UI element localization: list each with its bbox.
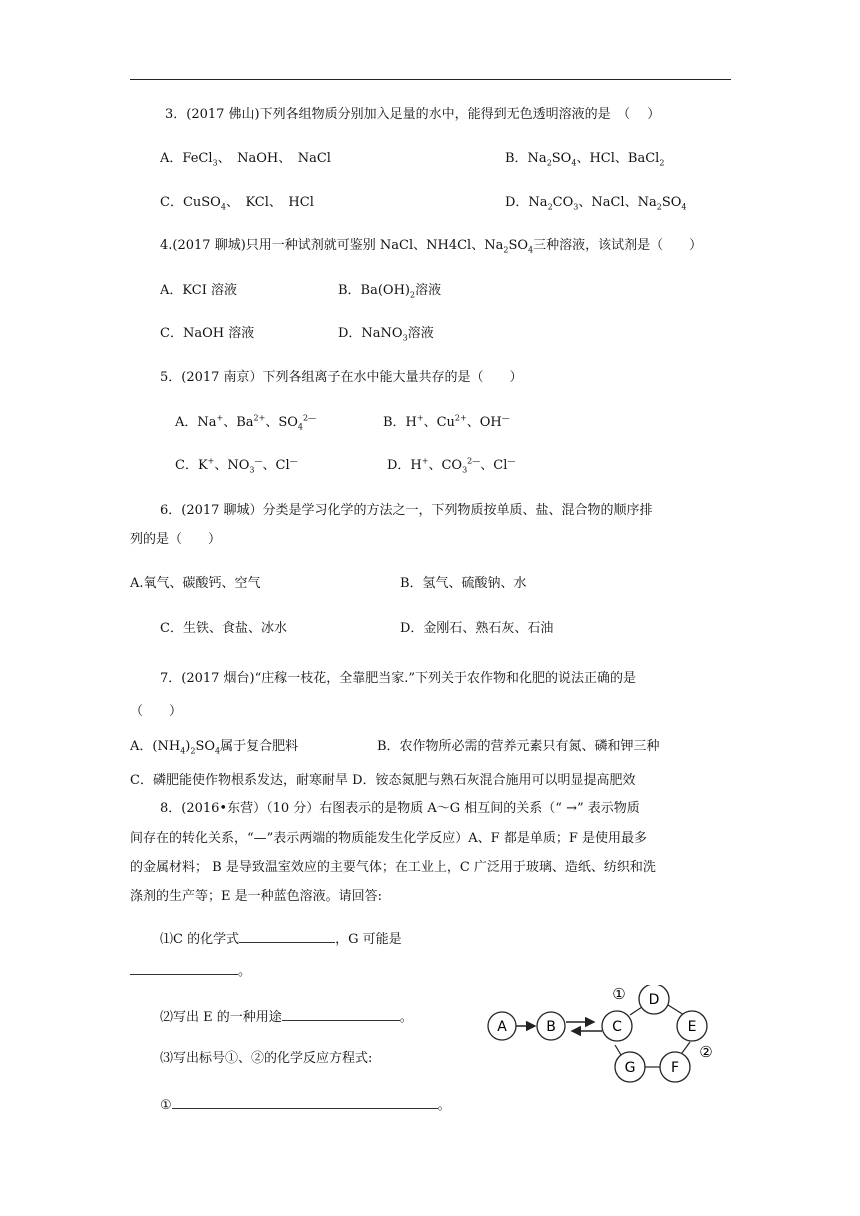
svg-text:C: C: [612, 1019, 622, 1035]
q3-option-b: B．$Na_2SO_4$、HCl、BaCl$_2$: [505, 151, 665, 168]
q4-option-d: D．NaNO$_3$溶液: [338, 326, 434, 343]
svg-text:B: B: [546, 1019, 556, 1035]
q6-option-d: D．金刚石、熟石灰、石油: [400, 621, 554, 636]
q8-part1-cont: 。: [130, 962, 251, 981]
node-g: [615, 1052, 645, 1082]
q4-option-a: A．KCI 溶液: [160, 283, 237, 298]
link-g-c: [615, 1045, 621, 1055]
answer-blank-c-formula[interactable]: [239, 930, 335, 943]
node-d: [639, 985, 669, 1014]
svg-text:G: G: [624, 1060, 636, 1076]
header-rule: [130, 79, 731, 80]
answer-blank-g[interactable]: [130, 962, 238, 975]
q5-option-a: A．Na+、$Ba^{2+}$、$SO_4^{2—}$: [175, 413, 317, 432]
q5-option-d: D．H+、$CO_3^{2—}$、Cl—: [387, 456, 516, 475]
node-b: [537, 1012, 565, 1040]
q3-option-c: C．CuSO$_4$、 KCl、 HCl: [160, 195, 314, 212]
q6-stem-line2: 列的是（ ）: [130, 532, 222, 547]
link-d-e: [668, 1005, 684, 1015]
svg-text:F: F: [670, 1060, 680, 1076]
reaction-diagram: [478, 985, 728, 1095]
q4-option-b: B．$Ba(OH)_2$溶液: [338, 283, 442, 300]
q8-stem-line3: 的金属材料； B 是导致温室效应的主要气体；在工业上，C 广泛用于玻璃、造纸、纺织和洗: [130, 860, 656, 875]
marker-1: ①: [612, 985, 626, 1003]
q3-option-a: A．FeCl$_3$、 NaOH、 NaCl: [160, 151, 331, 168]
q6-option-b: B．氢气、硫酸钠、水: [400, 576, 527, 591]
q8-part1: ⑴C 的化学式 ，G 可能是: [160, 932, 402, 947]
q3-stem: 3．(2017 佛山)下列各组物质分别加入足量的水中，能得到无色透明溶液的是 （ ）: [165, 107, 661, 122]
q5-option-c: C．K+、$NO_3^—$、Cl—: [175, 456, 298, 475]
q4-stem: 4.(2017 聊城)只用一种试剂就可鉴别 NaCl、NH4Cl、$Na_2SO_4$三种溶液，该试剂是（ ）: [160, 238, 703, 255]
q6-option-a: A.氧气、碳酸钙、空气: [130, 576, 261, 591]
q8-stem-line1: 8．(2016•东营）（10 分）右图表示的是物质 A～G 相互间的关系（“ →” 表示物质: [160, 801, 640, 816]
answer-blank-equation-1[interactable]: [172, 1096, 438, 1109]
q7-option-c-d: C．磷肥能使作物根系发达，耐寒耐旱 D．铵态氮肥与熟石灰混合施用可以明显提高肥效: [130, 773, 636, 788]
q7-stem-line1: 7．(2017 烟台)“庄稼一枝花，全靠肥当家.”下列关于农作物和化肥的说法正确的是: [160, 671, 637, 686]
link-e-f: [682, 1042, 690, 1053]
node-a: [488, 1012, 516, 1040]
link-c-d: [630, 1007, 642, 1015]
q3-option-d: D．$Na_2CO_3$、NaCl、$Na_2SO_4$: [505, 195, 687, 212]
marker-2: ②: [699, 1043, 713, 1061]
q8-stem-line4: 涤剂的生产等；E 是一种蓝色溶液。请回答:: [130, 889, 383, 904]
q6-option-c: C．生铁、食盐、冰水: [160, 621, 287, 636]
svg-text:D: D: [648, 992, 660, 1008]
node-e: [677, 1011, 707, 1041]
q8-part4: ① 。: [160, 1098, 451, 1113]
q8-part3: ⑶写出标号①、②的化学反应方程式:: [160, 1051, 373, 1066]
q7-option-a: A．$(NH_4)_2SO_4$属于复合肥料: [130, 739, 299, 756]
q5-stem: 5．(2017 南京）下列各组离子在水中能大量共存的是（ ）: [160, 370, 523, 385]
q7-stem-line2: （ ）: [130, 704, 183, 719]
svg-text:A: A: [497, 1019, 507, 1035]
q4-option-c: C．NaOH 溶液: [160, 326, 255, 341]
q8-part2: ⑵写出 E 的一种用途 。: [160, 1010, 413, 1025]
node-c: [602, 1011, 632, 1041]
node-f: [660, 1052, 690, 1082]
q6-stem-line1: 6．(2017 聊城）分类是学习化学的方法之一，下列物质按单质、盐、混合物的顺序排: [160, 503, 653, 518]
q8-stem-line2: 间存在的转化关系，“—”表示两端的物质能发生化学反应）A、F 都是单质；F 是使用最多: [130, 831, 647, 846]
answer-blank-e-use[interactable]: [282, 1008, 400, 1021]
svg-text:E: E: [687, 1019, 697, 1035]
q5-option-b: B．H+、$Cu^{2+}$、OH—: [383, 413, 510, 430]
q7-option-b: B．农作物所必需的营养元素只有氮、磷和钾三种: [377, 739, 660, 754]
